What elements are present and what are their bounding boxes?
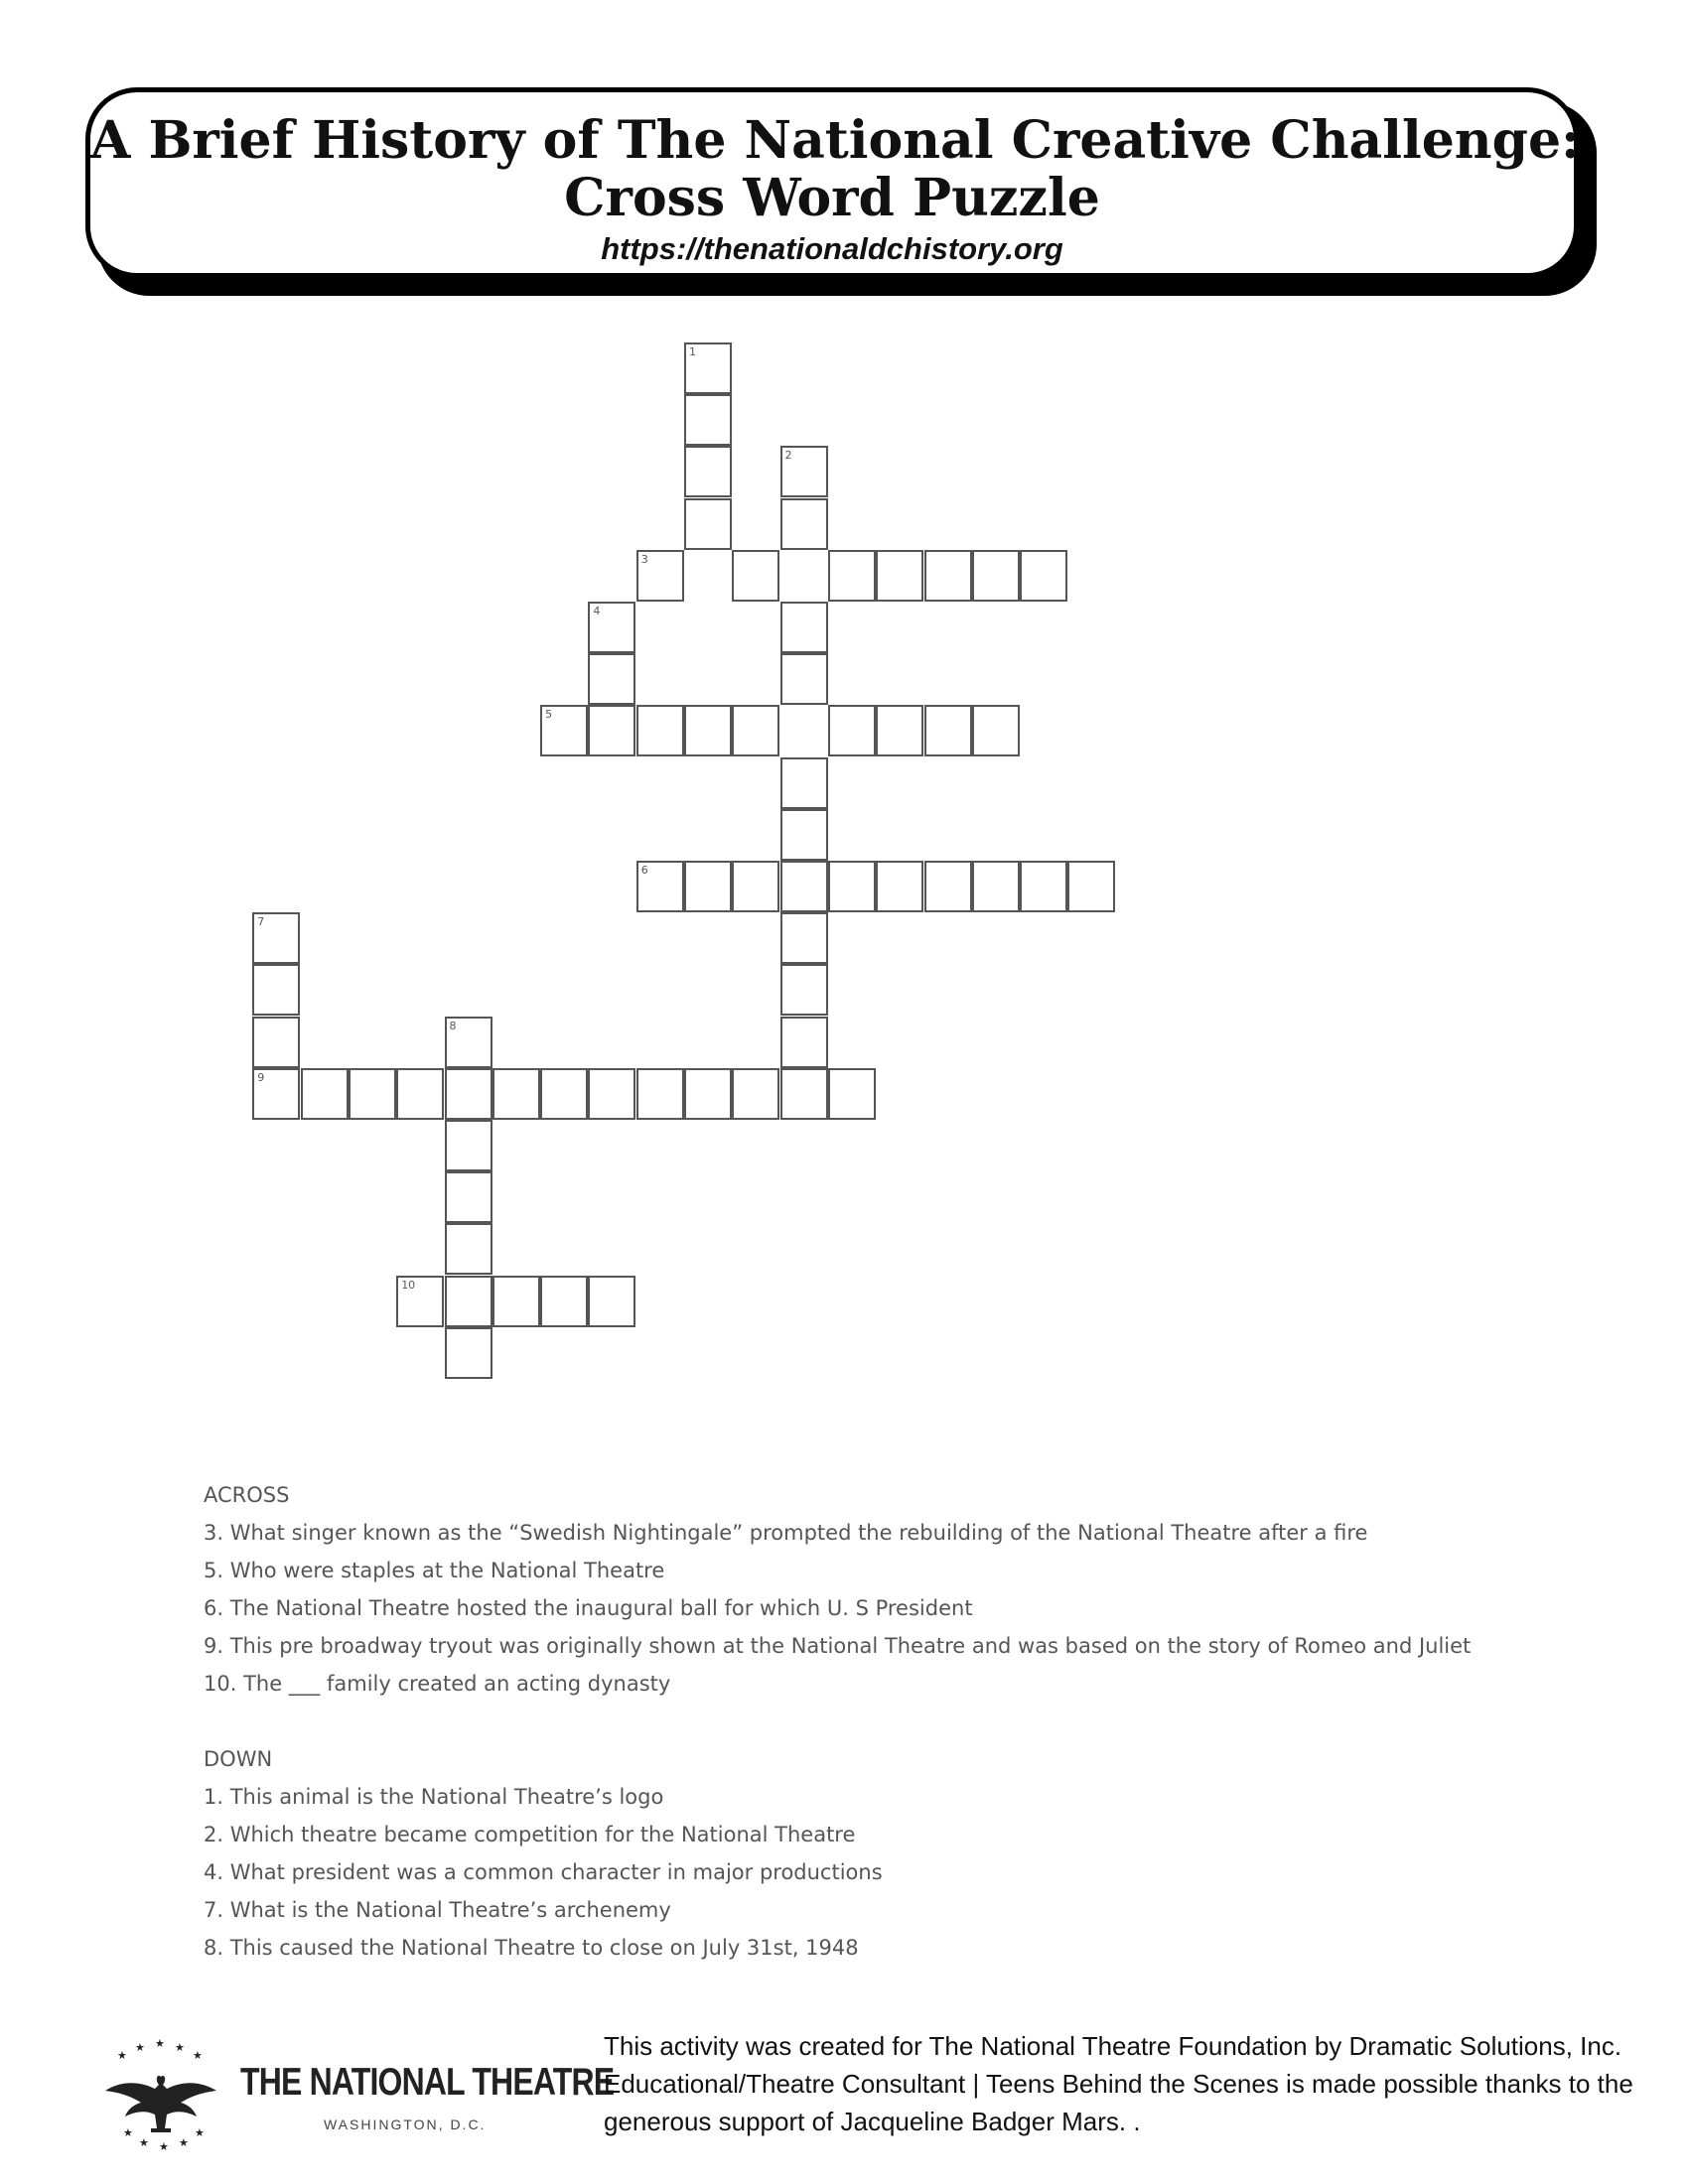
crossword-cell[interactable] — [252, 1017, 300, 1068]
logo-location: WASHINGTON, D.C. — [324, 2116, 487, 2132]
logo-name: THE NATIONAL THEATRE — [240, 2061, 615, 2104]
across-heading: ACROSS — [204, 1483, 290, 1507]
crossword-cell[interactable] — [301, 1068, 349, 1120]
crossword-cell[interactable] — [684, 705, 732, 756]
crossword-cell[interactable] — [684, 446, 732, 497]
crossword-cell[interactable] — [924, 705, 972, 756]
crossword-cell[interactable] — [732, 1068, 779, 1120]
crossword-cell[interactable] — [780, 602, 828, 653]
clue-number-6: 6 — [640, 864, 648, 877]
clue-number-9: 9 — [257, 1070, 265, 1084]
crossword-cell[interactable] — [445, 1327, 492, 1379]
svg-text:★: ★ — [139, 2136, 149, 2149]
clue-number-3: 3 — [640, 552, 648, 566]
crossword-cell[interactable] — [828, 550, 876, 602]
crossword-cell[interactable] — [1020, 550, 1067, 602]
crossword-cell[interactable] — [780, 757, 828, 809]
across-clue-6: 6. The National Theatre hosted the inaugural ball for which U. S President — [204, 1596, 973, 1620]
crossword-cell[interactable] — [780, 912, 828, 964]
crossword-cell[interactable] — [540, 1276, 588, 1327]
crossword-cell[interactable] — [684, 1068, 732, 1120]
crossword-cell[interactable] — [828, 705, 876, 756]
crossword-cell[interactable] — [445, 1068, 492, 1120]
crossword-cell[interactable] — [252, 964, 300, 1016]
site-url: https://thenationaldchistory.org — [601, 231, 1063, 266]
crossword-cell[interactable] — [445, 1223, 492, 1275]
crossword-cell[interactable] — [492, 1276, 540, 1327]
crossword-cell[interactable] — [445, 1276, 492, 1327]
crossword-cell[interactable] — [684, 394, 732, 446]
crossword-cell[interactable] — [876, 705, 923, 756]
crossword-cell[interactable] — [540, 1068, 588, 1120]
clue-number-8: 8 — [449, 1019, 457, 1032]
crossword-cell[interactable] — [876, 861, 923, 912]
crossword-cell[interactable] — [780, 809, 828, 861]
crossword-cell[interactable] — [972, 550, 1020, 602]
crossword-cell[interactable] — [876, 550, 923, 602]
svg-text:★: ★ — [155, 2037, 165, 2050]
crossword-cell[interactable] — [780, 964, 828, 1016]
svg-text:★: ★ — [175, 2041, 185, 2054]
crossword-cell[interactable] — [588, 1276, 635, 1327]
down-clue-7: 7. What is the National Theatre’s archenemy — [204, 1898, 671, 1922]
down-clue-4: 4. What president was a common character in major productions — [204, 1860, 883, 1884]
across-clue-5: 5. Who were staples at the National Theatre — [204, 1559, 665, 1582]
page-title-line-2: Cross Word Puzzle — [564, 168, 1100, 228]
crossword-cell[interactable] — [1020, 861, 1067, 912]
credits-text: This activity was created for The National Theatre Foundation by Dramatic Solutions, Inc. Educational/Theatre Consultant | Teens Behind the Scenes is made possible thanks to the generous support of Jacqueline Badger Mars. . — [604, 2031, 1633, 2136]
crossword-cell[interactable] — [780, 653, 828, 705]
svg-text:★: ★ — [193, 2049, 203, 2062]
crossword-cell[interactable] — [588, 653, 635, 705]
crossword-cell[interactable] — [445, 1120, 492, 1171]
svg-text:★: ★ — [179, 2136, 189, 2149]
crossword-cell[interactable] — [780, 1068, 828, 1120]
national-theatre-logo — [103, 2037, 615, 2156]
across-clue-10: 10. The ___ family created an acting dynasty — [204, 1672, 671, 1696]
crossword-cell[interactable] — [636, 1068, 684, 1120]
crossword-cell[interactable] — [924, 861, 972, 912]
svg-text:★: ★ — [135, 2041, 145, 2054]
across-clue-9: 9. This pre broadway tryout was originally shown at the National Theatre and was based on the story of Romeo and Juliet — [204, 1634, 1472, 1658]
crossword-cell[interactable] — [1067, 861, 1115, 912]
crossword-cell[interactable] — [732, 550, 779, 602]
crossword-cell[interactable] — [445, 1171, 492, 1223]
crossword-cell[interactable] — [684, 861, 732, 912]
crossword-cell[interactable] — [828, 1068, 876, 1120]
svg-text:★: ★ — [117, 2049, 127, 2062]
crossword-cell[interactable] — [732, 705, 779, 756]
page-title-line-1: A Brief History of The National Creative Challenge: — [90, 110, 1581, 171]
crossword-cell[interactable] — [780, 861, 828, 912]
crossword-cell[interactable] — [780, 498, 828, 550]
clue-number-10: 10 — [401, 1278, 416, 1292]
crossword-cell[interactable] — [588, 1068, 635, 1120]
eagle-icon — [103, 2037, 232, 2156]
svg-text:★: ★ — [195, 2126, 205, 2139]
crossword-cell[interactable] — [972, 705, 1020, 756]
clues-section — [204, 1476, 1494, 1967]
crossword-cell[interactable] — [492, 1068, 540, 1120]
clue-number-4: 4 — [593, 605, 601, 617]
crossword-cell[interactable] — [636, 705, 684, 756]
crossword-cell[interactable] — [732, 861, 779, 912]
crossword-cell[interactable] — [924, 550, 972, 602]
crossword-cell[interactable] — [588, 705, 635, 756]
crossword-cell[interactable] — [780, 1017, 828, 1068]
clue-number-7: 7 — [257, 915, 265, 929]
down-clue-2: 2. Which theatre became competition for the National Theatre — [204, 1823, 856, 1846]
crossword-cell[interactable] — [828, 861, 876, 912]
clue-number-2: 2 — [784, 449, 792, 463]
crossword-cell[interactable] — [972, 861, 1020, 912]
down-clue-8: 8. This caused the National Theatre to close on July 31st, 1948 — [204, 1936, 859, 1960]
svg-text:★: ★ — [159, 2140, 169, 2153]
clue-number-1: 1 — [689, 345, 696, 358]
crossword-cell[interactable] — [396, 1068, 444, 1120]
crossword-cell[interactable] — [684, 498, 732, 550]
clue-number-5: 5 — [545, 708, 553, 722]
crossword-cell[interactable] — [349, 1068, 396, 1120]
down-heading: DOWN — [204, 1747, 273, 1771]
svg-text:★: ★ — [123, 2126, 133, 2139]
across-clue-3: 3. What singer known as the “Swedish Nightingale” prompted the rebuilding of the National Theatre after a fire — [204, 1521, 1368, 1545]
down-clue-1: 1. This animal is the National Theatre’s logo — [204, 1785, 664, 1809]
